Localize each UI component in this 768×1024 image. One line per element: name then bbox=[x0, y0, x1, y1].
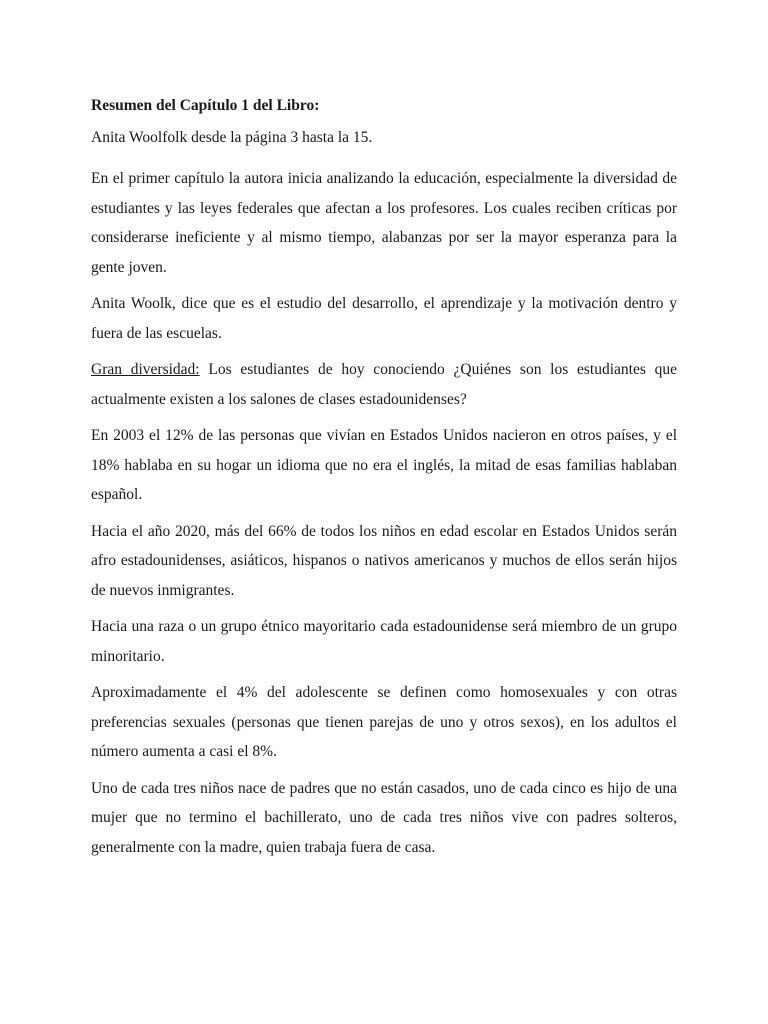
paragraph-5: Hacia el año 2020, más del 66% de todos los niños en edad escolar en Estados Unidos serán afro estadounidenses, asiáticos, hispanos o nativos americanos y muchos de ellos serán hijos de nuevos inmigrantes. bbox=[91, 522, 677, 599]
document-subtitle: Anita Woolfolk desde la página 3 hasta la 15. bbox=[91, 129, 373, 146]
paragraph-3-text: Los estudiantes de hoy conociendo ¿Quiénes son los estudiantes que actualmente existen a los salones de clases estadounidenses? bbox=[91, 361, 677, 408]
paragraph-1: En el primer capítulo la autora inicia analizando la educación, especialmente la diversidad de estudiantes y las leyes federales que afectan a los profesores. Los cuales reciben críticas por considerarse ineficiente y al mismo tiempo, alabanzas por ser la mayor esperanza para la gente joven. bbox=[91, 170, 677, 276]
paragraph-6: Hacia una raza o un grupo étnico mayoritario cada estadounidense será miembro de un grupo minoritario. bbox=[91, 618, 677, 665]
paragraph-8: Uno de cada tres niños nace de padres que no están casados, uno de cada cinco es hijo de una mujer que no termino el bachillerato, uno de cada tres niños vive con padres solteros, generalmente con la madre, quien trabaja fuera de casa. bbox=[91, 779, 677, 856]
paragraph-4: En 2003 el 12% de las personas que vivían en Estados Unidos nacieron en otros países, y el 18% hablaba en su hogar un idioma que no era el inglés, la mitad de esas familias hablaban español. bbox=[91, 427, 677, 503]
paragraph-3 bbox=[91, 355, 677, 414]
paragraph-3-label: Gran diversidad: bbox=[91, 361, 200, 378]
document-page bbox=[91, 96, 677, 869]
paragraph-7: Aproximadamente el 4% del adolescente se definen como homosexuales y con otras preferencias sexuales (personas que tienen parejas de uno y otros sexos), en los adultos el número aumenta a casi el 8%. bbox=[91, 684, 677, 760]
paragraph-2: Anita Woolk, dice que es el estudio del desarrollo, el aprendizaje y la motivación dentro y fuera de las escuelas. bbox=[91, 295, 677, 342]
document-title: Resumen del Capítulo 1 del Libro: bbox=[91, 97, 320, 114]
